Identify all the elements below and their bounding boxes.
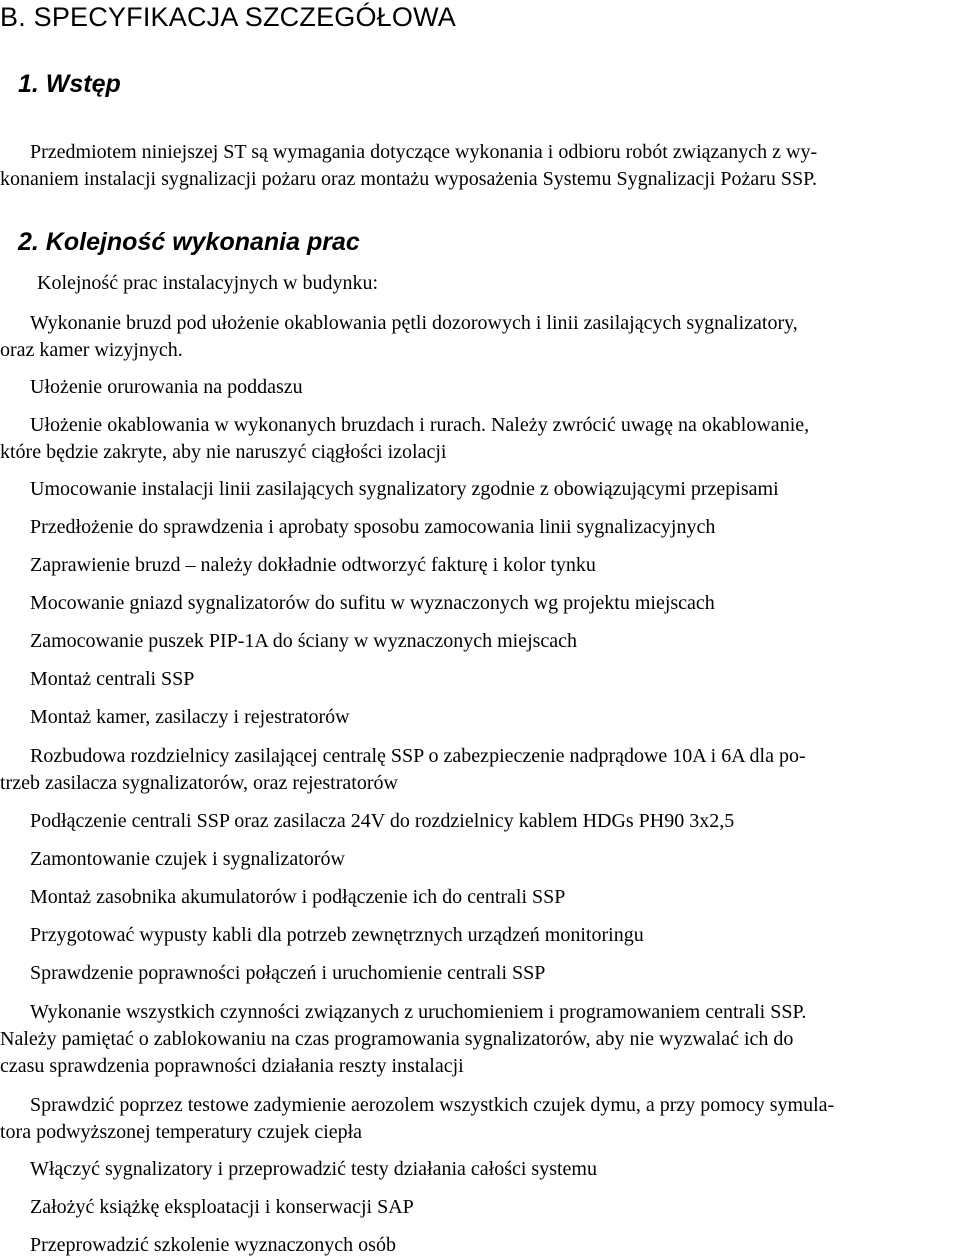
section-2-heading: 2. Kolejność wykonania prac [18, 228, 360, 256]
section-1-heading: 1. Wstęp [18, 70, 121, 98]
list-item: Podłączenie centrali SSP oraz zasilacza 24V do rozdzielnicy kablem HDGs PH90 3x2,5 [30, 810, 735, 832]
list-item: Przygotować wypusty kabli dla potrzeb zewnętrznych urządzeń monitoringu [30, 924, 644, 946]
main-heading: B. SPECYFIKACJA SZCZEGÓŁOWA [0, 2, 456, 32]
list-item: Zamocowanie puszek PIP-1A do ściany w wyznaczonych miejscach [30, 630, 578, 652]
section-2-intro: Kolejność prac instalacyjnych w budynku: [37, 272, 379, 294]
list-item: Założyć książkę eksploatacji i konserwacji SAP [30, 1196, 414, 1218]
list-item: Wykonanie wszystkich czynności związanych z uruchomieniem i programowaniem centrali SSP. Należy pamiętać o zablokowaniu na czas programowania sygnalizatorów, aby nie wyzwalać ich do czasu sprawdzenia poprawności działania reszty instalacji [0, 1001, 807, 1077]
list-item: Rozbudowa rozdzielnicy zasilającej centralę SSP o zabezpieczenie nadprądowe 10A i 6A dla po- trzeb zasilacza sygnalizatorów, oraz rejestratorów [0, 745, 806, 794]
list-item: Przedłożenie do sprawdzenia i aprobaty sposobu zamocowania linii sygnalizacyjnych [30, 516, 716, 538]
section-1-paragraph [0, 139, 960, 193]
list-item: Ułożenie orurowania na poddaszu [30, 376, 303, 398]
list-item: Montaż centrali SSP [30, 668, 195, 690]
list-item: Umocowanie instalacji linii zasilających sygnalizatory zgodnie z obowiązującymi przepisami [30, 478, 779, 500]
list-item: Mocowanie gniazd sygnalizatorów do sufitu w wyznaczonych wg projektu miejscach [30, 592, 715, 614]
list-item: Montaż zasobnika akumulatorów i podłączenie ich do centrali SSP [30, 886, 566, 908]
list-item: Wykonanie bruzd pod ułożenie okablowania pętli dozorowych i linii zasilających sygnalizatory, oraz kamer wizyjnych. [0, 312, 798, 361]
list-item: Włączyć sygnalizatory i przeprowadzić testy działania całości systemu [30, 1158, 597, 1180]
section-1-paragraph-line-2: konaniem instalacji sygnalizacji pożaru oraz montażu wyposażenia Systemu Sygnalizacji Pożaru SSP. [0, 168, 818, 190]
list-item: Montaż kamer, zasilaczy i rejestratorów [30, 706, 350, 728]
list-item: Zaprawienie bruzd – należy dokładnie odtworzyć fakturę i kolor tynku [30, 554, 596, 576]
section-1-paragraph-line-1: Przedmiotem niniejszej ST są wymagania dotyczące wykonania i odbioru robót związanych z wy- [30, 141, 818, 163]
list-item: Sprawdzić poprzez testowe zadymienie aerozolem wszystkich czujek dymu, a przy pomocy symula- tora podwyższonej temperatury czujek ciepła [0, 1094, 835, 1143]
list-item: Zamontowanie czujek i sygnalizatorów [30, 848, 345, 870]
list-item: Sprawdzenie poprawności połączeń i uruchomienie centrali SSP [30, 962, 546, 984]
list-item: Przeprowadzić szkolenie wyznaczonych osób [30, 1234, 396, 1256]
list-item: Ułożenie okablowania w wykonanych bruzdach i rurach. Należy zwrócić uwagę na okablowanie, które będzie zakryte, aby nie naruszyć ciągłości izolacji [0, 414, 810, 463]
